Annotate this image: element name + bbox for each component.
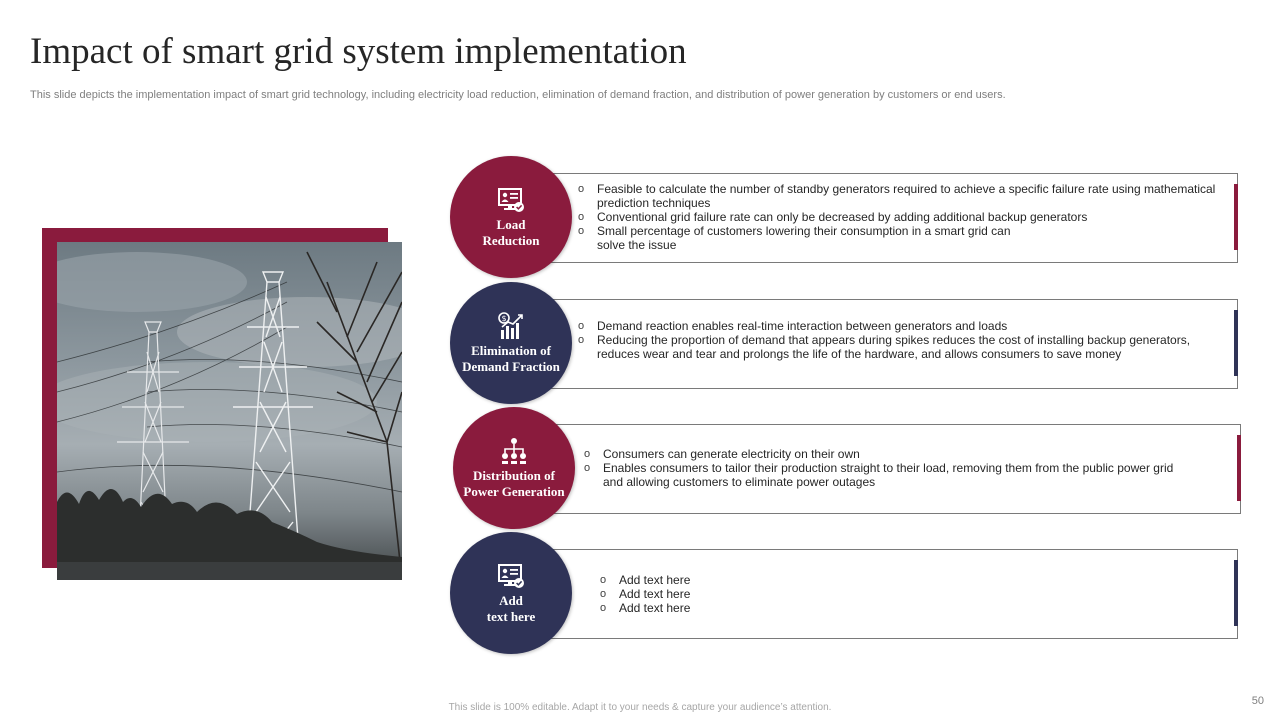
- badge-label: Load Reduction: [482, 217, 540, 248]
- monitor-user-check-icon: [496, 561, 526, 591]
- bullet-list: [600, 573, 690, 615]
- growth-chart-dollar-icon: [496, 311, 526, 341]
- transmission-tower-photo: [57, 242, 402, 580]
- list-item: o Add text here: [600, 573, 691, 587]
- badge-label: Distribution of Power Generation: [463, 468, 565, 499]
- svg-text:$: $: [501, 314, 507, 323]
- add-text-badge: [450, 532, 572, 654]
- list-item: o Add text here: [600, 601, 691, 615]
- elimination-demand-fraction-badge: [450, 282, 572, 404]
- list-item: o Feasible to calculate the number of standby generators required to achieve a specific failure rate using mathematical prediction techniques: [578, 182, 1216, 210]
- page-number: 50: [1251, 695, 1264, 707]
- accent-bar: [1234, 310, 1238, 376]
- footer-note: This slide is 100% editable. Adapt it to your needs & capture your audience’s attention.: [448, 702, 832, 713]
- distribution-power-generation-badge: [453, 407, 575, 529]
- list-item: o Demand reaction enables real-time interaction between generators and loads: [578, 319, 1008, 333]
- list-item: o Small percentage of customers lowering their consumption in a smart grid can solve the issue: [578, 224, 1011, 252]
- impact-row-load-reduction: [450, 156, 1250, 278]
- list-item: o Conventional grid failure rate can only be decreased by adding additional backup generators: [578, 210, 1088, 224]
- list-item: o Enables consumers to tailor their production straight to their load, removing them from the public power grid and allowing customers to eliminate power outages: [584, 461, 1174, 489]
- accent-bar: [1234, 184, 1238, 250]
- hierarchy-icon: [499, 436, 529, 466]
- slide-title: Impact of smart grid system implementation: [30, 31, 687, 72]
- impact-row-add-text: [450, 532, 1250, 654]
- accent-bar: [1237, 435, 1241, 501]
- load-reduction-badge: [450, 156, 572, 278]
- monitor-user-check-icon: [496, 185, 526, 215]
- list-item: o Consumers can generate electricity on their own: [584, 447, 860, 461]
- bullet-list: [578, 182, 1215, 252]
- bullet-list: [584, 447, 1173, 489]
- impact-row-distribution-power-generation: [450, 407, 1250, 529]
- slide-subtitle: This slide depicts the implementation impact of smart grid technology, including electricity load reduction, elimination of demand fraction, and distribution of power generation by customers or end users.: [30, 89, 1006, 101]
- list-item: o Add text here: [600, 587, 691, 601]
- accent-bar: [1234, 560, 1238, 626]
- badge-label: Elimination of Demand Fraction: [462, 343, 560, 374]
- badge-label: Add text here: [486, 593, 536, 624]
- bullet-list: [578, 319, 1190, 361]
- impact-row-elimination-demand-fraction: [450, 282, 1250, 404]
- list-item: o Reducing the proportion of demand that appears during spikes reduces the cost of installing backup generators, reduces wear and tear and prolongs the life of the hardware, and allows consumers to save money: [578, 333, 1191, 361]
